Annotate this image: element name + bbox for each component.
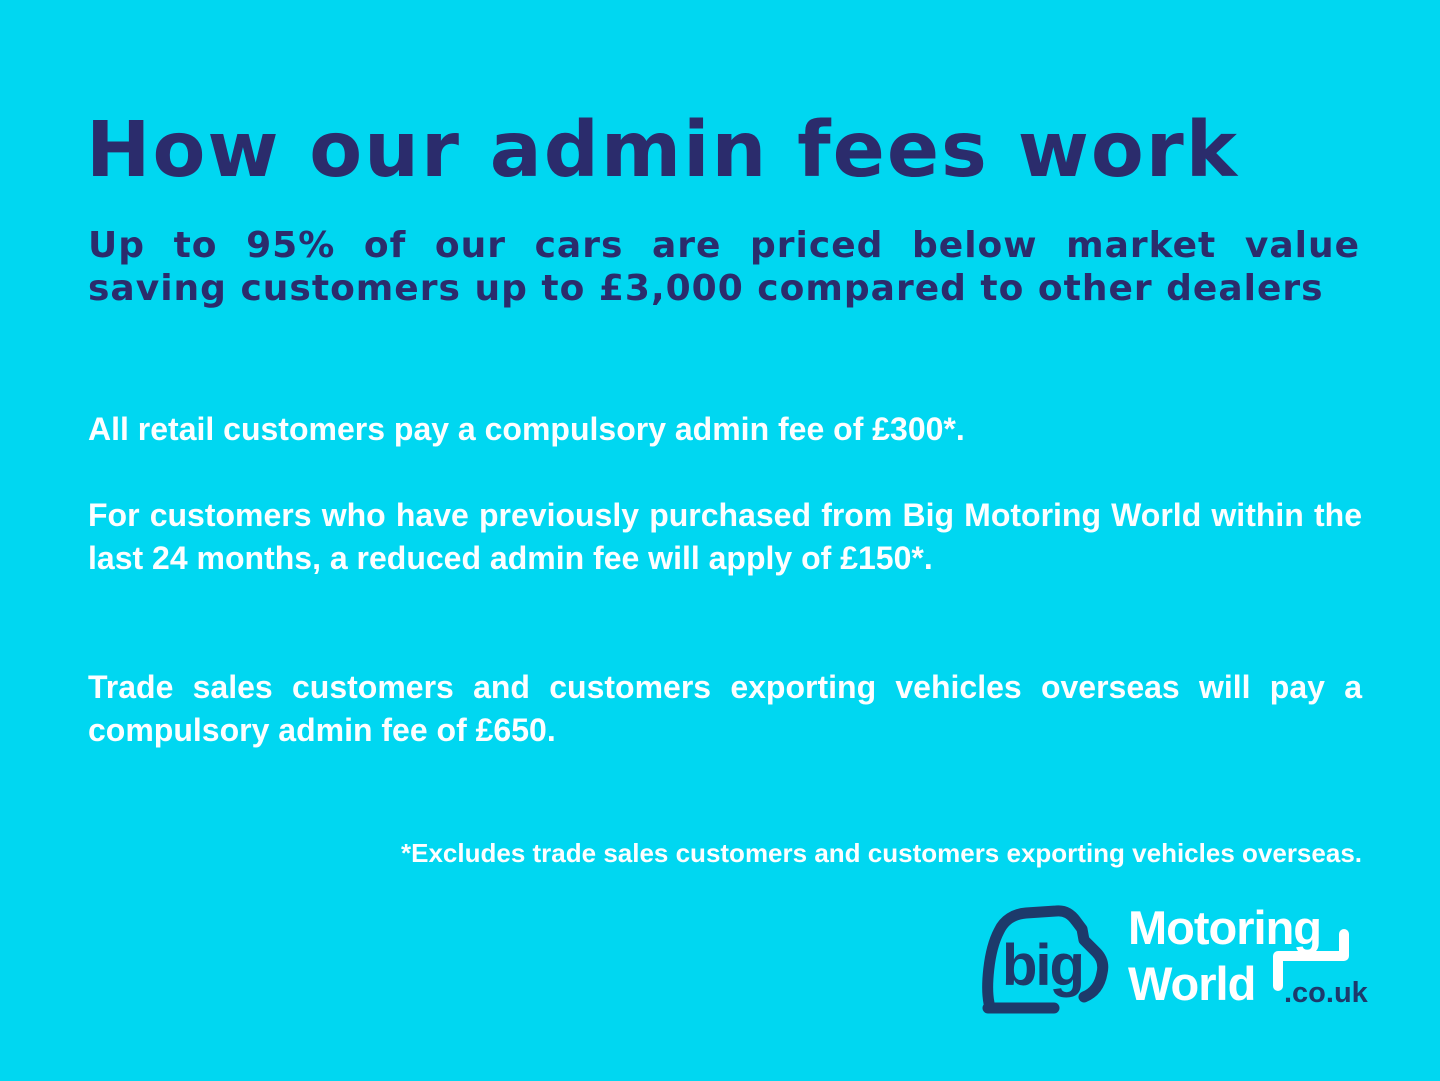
logo-big-label: big <box>1002 933 1083 998</box>
footnote-text: *Excludes trade sales customers and customers exporting vehicles overseas. <box>401 838 1362 868</box>
returning-customer-fee-paragraph: For customers who have previously purchased from Big Motoring World within the last 24 months, a reduced admin fee will apply of £150*. <box>88 497 1362 576</box>
logo-domain-suffix: .co.uk <box>1284 977 1368 1009</box>
big-motoring-world-logo <box>972 890 1380 1030</box>
subheading-text: Up to 95% of our cars are priced below market value saving customers up to £3,000 compared to other dealers <box>88 225 1360 309</box>
logo-graphic <box>972 890 1380 1030</box>
logo-wordmark-line2: World <box>1128 957 1256 1010</box>
page-title: How our admin fees work <box>86 106 1239 195</box>
trade-export-fee-paragraph: Trade sales customers and customers exporting vehicles overseas will pay a compulsory admin fee of £650. <box>88 669 1362 748</box>
retail-fee-paragraph: All retail customers pay a compulsory admin fee of £300*. <box>88 411 965 447</box>
logo-wordmark-line1: Motoring <box>1128 901 1321 954</box>
